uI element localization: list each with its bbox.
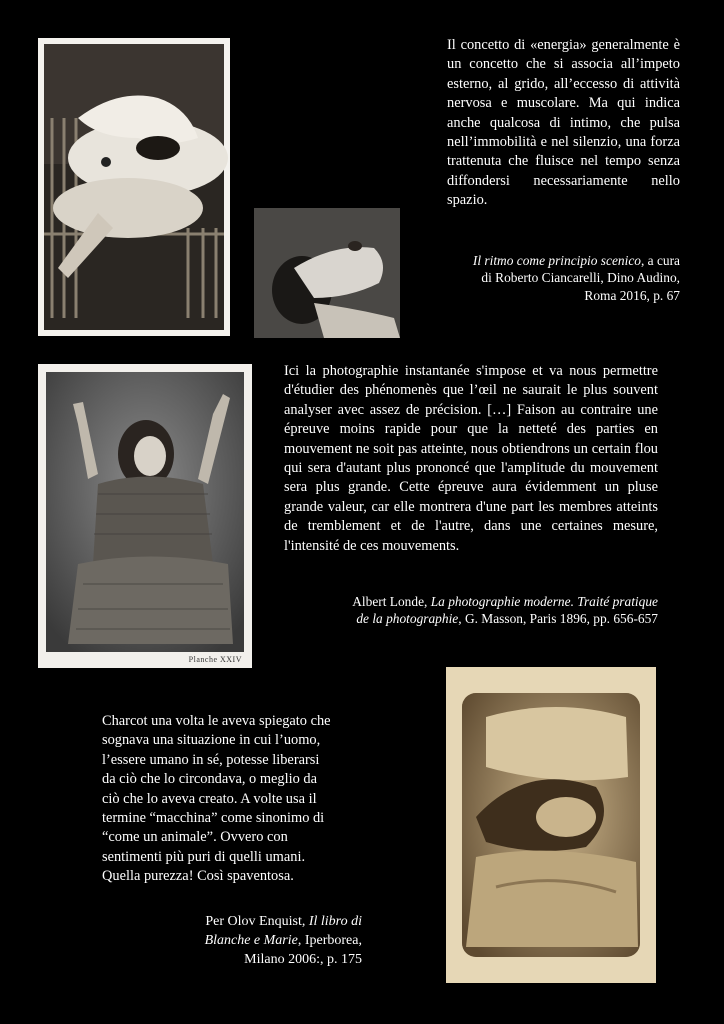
quote-enquist — [102, 712, 372, 887]
citation-enquist-line-3: Milano 2006:, p. 175 — [244, 952, 362, 967]
quote-enquist-line: ciò che lo aveva creato. A volte usa il — [102, 790, 317, 807]
quote-enquist-line: Quella purezza! Così spaventosa. — [102, 868, 294, 885]
citation-enquist-line-2: Blanche e Marie, Iperborea, — [204, 933, 362, 948]
quote-enquist-line: “come un animale”. Ovvero con — [102, 829, 288, 846]
citation-enquist — [150, 912, 362, 969]
citation-ritmo-line-2: di Roberto Ciancarelli, Dino Audino, — [481, 270, 680, 286]
citation-ritmo-line-1: Il ritmo come principio scenico, a cura — [472, 253, 680, 268]
photo-woman-raised-arms — [38, 364, 252, 668]
citation-ritmo — [420, 252, 680, 304]
citation-londe-title-1: La photographie moderne. Traité pratique — [430, 594, 658, 609]
citation-enquist-title-2: Blanche e Marie — [204, 933, 298, 948]
quote-londe — [284, 362, 658, 556]
photo-woman-on-bed — [38, 38, 230, 336]
photo-sepia-reclining-woman — [446, 667, 656, 983]
quote-enquist-line: sognava una situazione in cui l’uomo, — [102, 732, 321, 749]
quote-energia-text: Il concetto di «energia» generalmente è un concetto che si associa all’impeto esterno, al grido, all’eccesso di attività nervosa e muscolare. Ma qui indica anche qualcosa di intimo, che pulsa nell’immobilità e nel silenzio, una forza trattenuta che fluisce nel tempo senza diffondersi necessariamente nello spazio. — [447, 37, 680, 209]
citation-londe-title-2: de la photographie — [356, 611, 459, 627]
quote-londe-text: Ici la photographie instantanée s'impose et va nous permettre d'étudier des phénomenès que l’œil ne saurait le plus souvent analyser avec assez de précision. […] Faison au contraire une épreuve moins rapide pour que la netteté des parties en mouvement ne soit pas atteinte, nous obtiendrons un certain flou qui sera d'autant plus prononcé que l'amplitude du mouvement sera plus grande. Cette épreuve aura évidemment un pluse grande valeur, car elle montrera d'une part les membres atteints de tremblement et de l'autre, dans une certaines mesure, l'intensité de ces mouvements. — [284, 363, 658, 554]
quote-enquist-line: da ciò che lo circondava, o meglio da — [102, 771, 317, 788]
photo-head-thrown-back — [254, 208, 400, 338]
citation-ritmo-line-3: Roma 2016, p. 67 — [584, 287, 680, 303]
citation-ritmo-title: Il ritmo come principio scenico — [472, 253, 641, 268]
quote-enquist-line: sentimenti più puri di quelli umani. — [102, 848, 306, 865]
quote-enquist-line: Charcot una volta le aveva spiegato che — [102, 713, 331, 729]
citation-enquist-title-1: Il libro di — [308, 914, 362, 929]
quote-enquist-line: l’essere umano in sé, potesse liberarsi — [102, 751, 320, 768]
citation-londe-line-1: Albert Londe, La photographie moderne. Traité pratique — [352, 594, 658, 609]
citation-londe — [270, 593, 658, 628]
citation-enquist-line-1: Per Olov Enquist, Il libro di — [205, 914, 362, 929]
quote-energia — [447, 36, 680, 211]
quote-enquist-line: termine “macchina” come sinonimo di — [102, 810, 325, 827]
plate-caption: Planche XXIV — [188, 655, 242, 664]
citation-londe-line-2: de la photographie, G. Masson, Paris 1896, pp. 656-657 — [356, 611, 658, 627]
